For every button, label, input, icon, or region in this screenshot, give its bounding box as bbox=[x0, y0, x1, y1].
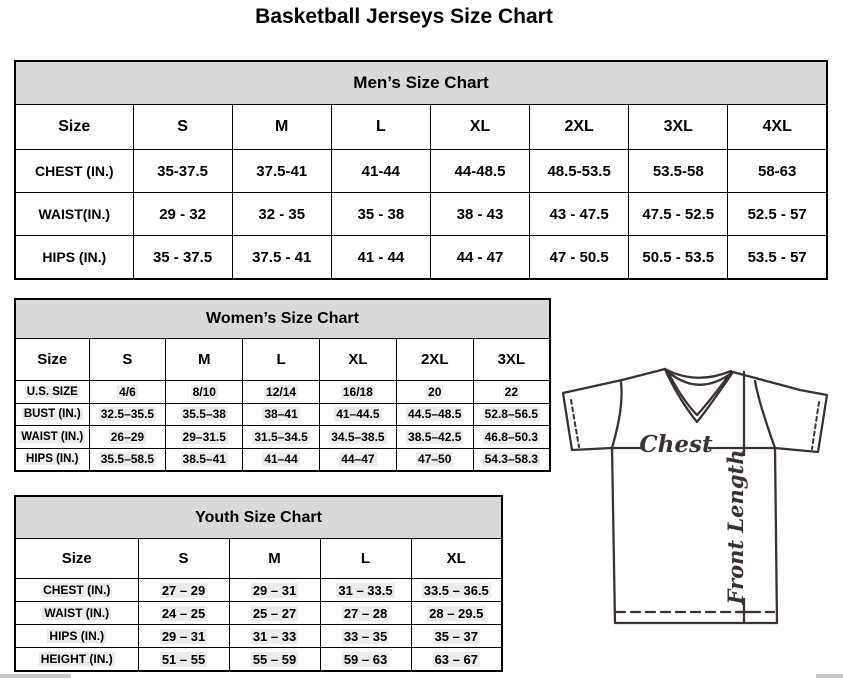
size-value-cell: 31.5–34.5 bbox=[243, 426, 320, 449]
size-value-cell: 46.8–50.3 bbox=[473, 426, 550, 449]
column-header-l: L bbox=[320, 539, 411, 579]
size-value-cell: 38–41 bbox=[243, 403, 320, 426]
table-row bbox=[15, 426, 550, 449]
table-row bbox=[15, 648, 502, 672]
column-header-2xl: 2XL bbox=[396, 339, 473, 381]
table-row bbox=[15, 579, 502, 602]
right-cuff-dashed-seam bbox=[812, 402, 819, 449]
column-header-size: Size bbox=[15, 339, 89, 381]
size-value-cell: 34.5–38.5 bbox=[319, 426, 396, 449]
front-length-label: Front Length bbox=[723, 449, 748, 605]
size-value-cell: 63 – 67 bbox=[411, 648, 502, 672]
jersey-outline-shape bbox=[563, 369, 827, 623]
youth-size-chart-table bbox=[14, 495, 503, 672]
size-value-cell: 44 - 47 bbox=[430, 236, 529, 280]
column-header-xl: XL bbox=[319, 339, 396, 381]
size-value-cell: 22 bbox=[473, 381, 550, 404]
row-label: U.S. SIZE bbox=[15, 381, 89, 404]
size-value-cell: 55 – 59 bbox=[229, 648, 320, 672]
size-value-cell: 29 – 31 bbox=[138, 625, 229, 648]
size-value-cell: 54.3–58.3 bbox=[473, 448, 550, 471]
row-label: HIPS (IN.) bbox=[15, 625, 138, 648]
size-value-cell: 4/6 bbox=[89, 381, 166, 404]
row-label: HEIGHT (IN.) bbox=[15, 648, 138, 672]
size-value-cell: 53.5 - 57 bbox=[728, 236, 827, 280]
size-value-cell: 16/18 bbox=[319, 381, 396, 404]
size-value-cell: 59 – 63 bbox=[320, 648, 411, 672]
page-title: Basketball Jerseys Size Chart bbox=[255, 5, 553, 28]
size-value-cell: 31 – 33.5 bbox=[320, 579, 411, 602]
size-value-cell: 28 – 29.5 bbox=[411, 602, 502, 625]
table-row bbox=[15, 602, 502, 625]
size-value-cell: 58-63 bbox=[728, 150, 827, 193]
column-header-size: Size bbox=[15, 105, 133, 150]
table-row bbox=[15, 625, 502, 648]
size-value-cell: 25 – 27 bbox=[229, 602, 320, 625]
youth_chart-title: Youth Size Chart bbox=[15, 496, 502, 539]
size-value-cell: 37.5 - 41 bbox=[232, 236, 331, 280]
size-value-cell: 38 - 43 bbox=[430, 193, 529, 236]
size-value-cell: 33.5 – 36.5 bbox=[411, 579, 502, 602]
size-value-cell: 52.8–56.5 bbox=[473, 403, 550, 426]
jersey-measurement-diagram bbox=[552, 356, 837, 630]
column-header-xl: XL bbox=[411, 539, 502, 579]
right-armhole-seam bbox=[755, 381, 775, 448]
size-value-cell: 35 – 37 bbox=[411, 625, 502, 648]
size-value-cell: 35-37.5 bbox=[133, 150, 232, 193]
size-value-cell: 8/10 bbox=[166, 381, 243, 404]
size-value-cell: 31 – 33 bbox=[229, 625, 320, 648]
row-label: WAIST(IN.) bbox=[15, 193, 133, 236]
table-row bbox=[15, 448, 550, 471]
size-value-cell: 41–44 bbox=[243, 448, 320, 471]
size-value-cell: 29–31.5 bbox=[166, 426, 243, 449]
size-value-cell: 47.5 - 52.5 bbox=[629, 193, 728, 236]
size-value-cell: 47–50 bbox=[396, 448, 473, 471]
size-value-cell: 35.5–58.5 bbox=[89, 448, 166, 471]
size-value-cell: 37.5-41 bbox=[232, 150, 331, 193]
size-value-cell: 44.5–48.5 bbox=[396, 403, 473, 426]
size-value-cell: 38.5–41 bbox=[166, 448, 243, 471]
size-value-cell: 32 - 35 bbox=[232, 193, 331, 236]
row-label: BUST (IN.) bbox=[15, 403, 89, 426]
size-value-cell: 43 - 47.5 bbox=[530, 193, 629, 236]
column-header-4xl: 4XL bbox=[728, 105, 827, 150]
chest-label: Chest bbox=[639, 431, 713, 458]
column-header-2xl: 2XL bbox=[530, 105, 629, 150]
size-value-cell: 44-48.5 bbox=[430, 150, 529, 193]
horizontal-scrollbar-fragment-right[interactable] bbox=[816, 674, 843, 678]
table-row bbox=[15, 193, 827, 236]
column-header-l: L bbox=[331, 105, 430, 150]
size-value-cell: 29 – 31 bbox=[229, 579, 320, 602]
column-header-size: Size bbox=[15, 539, 138, 579]
left-cuff-dashed-seam bbox=[571, 400, 579, 447]
column-header-m: M bbox=[166, 339, 243, 381]
column-header-s: S bbox=[138, 539, 229, 579]
table-row bbox=[15, 150, 827, 193]
womens_chart-title: Women’s Size Chart bbox=[15, 299, 550, 339]
size-value-cell: 29 - 32 bbox=[133, 193, 232, 236]
column-header-m: M bbox=[229, 539, 320, 579]
row-label: WAIST (IN.) bbox=[15, 602, 138, 625]
size-value-cell: 41-44 bbox=[331, 150, 430, 193]
column-header-xl: XL bbox=[430, 105, 529, 150]
table-row bbox=[15, 403, 550, 426]
row-label: WAIST (IN.) bbox=[15, 426, 89, 449]
column-header-l: L bbox=[243, 339, 320, 381]
size-value-cell: 41–44.5 bbox=[319, 403, 396, 426]
size-value-cell: 44–47 bbox=[319, 448, 396, 471]
size-value-cell: 26–29 bbox=[89, 426, 166, 449]
column-header-s: S bbox=[133, 105, 232, 150]
size-value-cell: 50.5 - 53.5 bbox=[629, 236, 728, 280]
column-header-3xl: 3XL bbox=[473, 339, 550, 381]
table-row bbox=[15, 236, 827, 280]
size-value-cell: 47 - 50.5 bbox=[530, 236, 629, 280]
size-value-cell: 27 – 28 bbox=[320, 602, 411, 625]
size-value-cell: 20 bbox=[396, 381, 473, 404]
row-label: HIPS (IN.) bbox=[15, 448, 89, 471]
size-value-cell: 24 – 25 bbox=[138, 602, 229, 625]
size-value-cell: 35 - 38 bbox=[331, 193, 430, 236]
womens-size-chart-table bbox=[14, 298, 551, 472]
mens_chart-title: Men’s Size Chart bbox=[15, 61, 827, 105]
size-value-cell: 35.5–38 bbox=[166, 403, 243, 426]
row-label: CHEST (IN.) bbox=[15, 150, 133, 193]
left-armhole-seam bbox=[612, 382, 622, 448]
horizontal-scrollbar-fragment-left[interactable] bbox=[0, 674, 71, 678]
size-value-cell: 27 – 29 bbox=[138, 579, 229, 602]
row-label: CHEST (IN.) bbox=[15, 579, 138, 602]
size-value-cell: 33 – 35 bbox=[320, 625, 411, 648]
size-value-cell: 51 – 55 bbox=[138, 648, 229, 672]
size-value-cell: 35 - 37.5 bbox=[133, 236, 232, 280]
size-value-cell: 32.5–35.5 bbox=[89, 403, 166, 426]
column-header-m: M bbox=[232, 105, 331, 150]
size-value-cell: 38.5–42.5 bbox=[396, 426, 473, 449]
column-header-s: S bbox=[89, 339, 166, 381]
table-row bbox=[15, 381, 550, 404]
column-header-3xl: 3XL bbox=[629, 105, 728, 150]
row-label: HIPS (IN.) bbox=[15, 236, 133, 280]
size-value-cell: 52.5 - 57 bbox=[728, 193, 827, 236]
size-value-cell: 53.5-58 bbox=[629, 150, 728, 193]
size-value-cell: 41 - 44 bbox=[331, 236, 430, 280]
size-value-cell: 12/14 bbox=[243, 381, 320, 404]
mens-size-chart-table bbox=[14, 60, 828, 280]
size-value-cell: 48.5-53.5 bbox=[530, 150, 629, 193]
